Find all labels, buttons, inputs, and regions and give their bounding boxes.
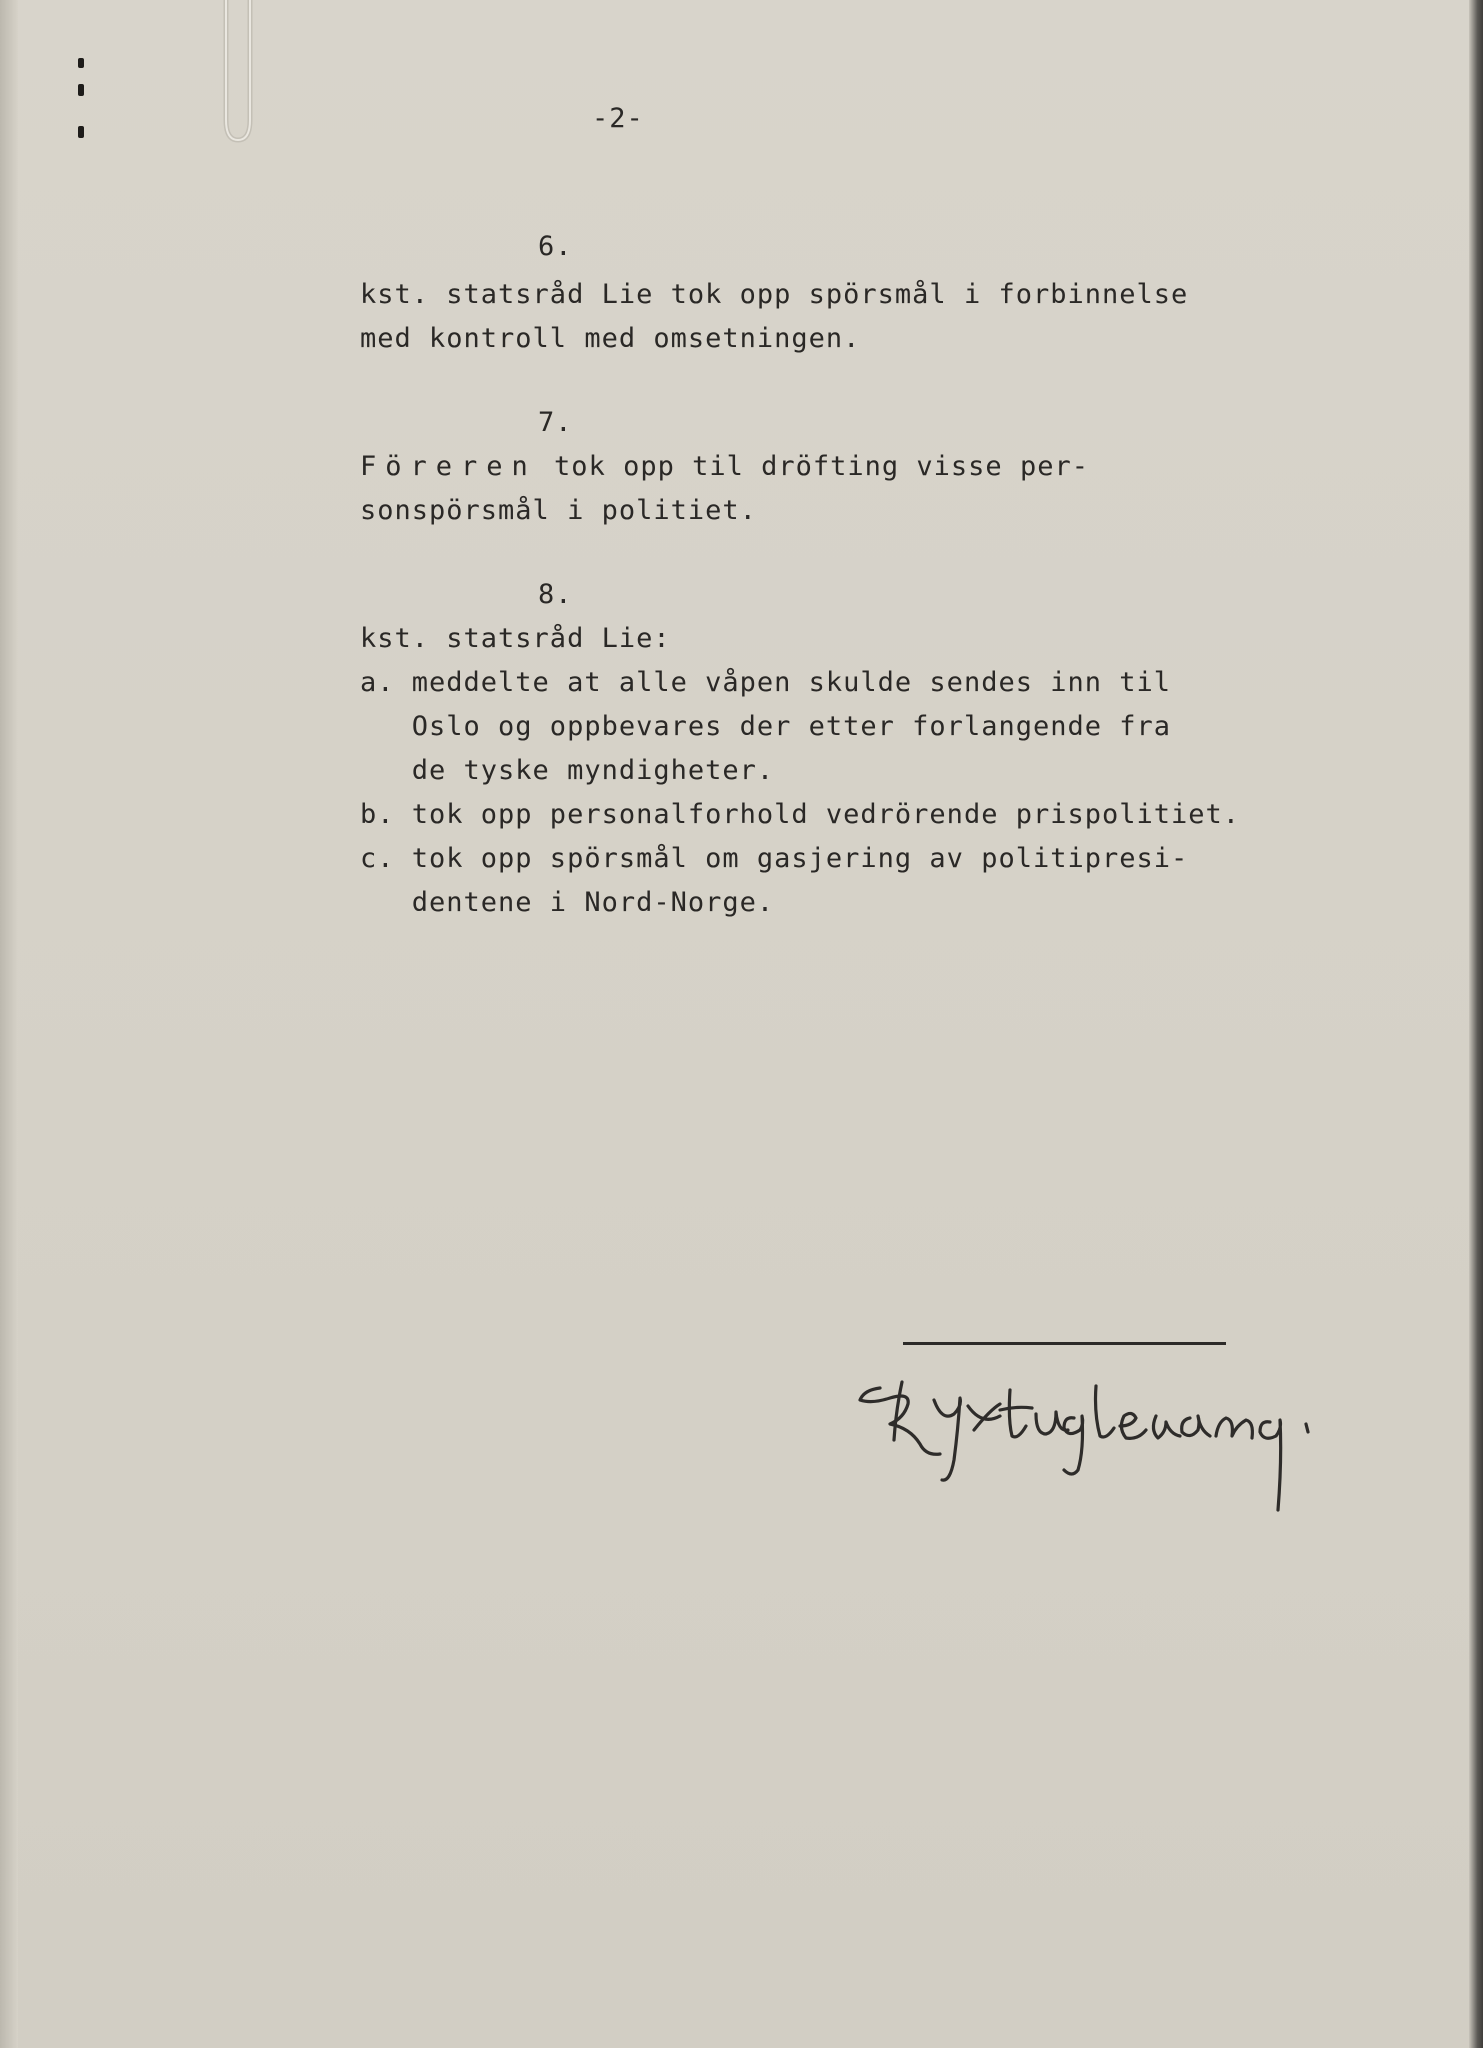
section-8-item-a-line-3: de tyske myndigheter. bbox=[360, 755, 775, 786]
section-8-item-c-line-1: c. tok opp spörsmål om gasjering av politipresi- bbox=[360, 843, 1189, 874]
section-8-number: 8. bbox=[538, 579, 573, 610]
section-7-line-1-rest: tok opp til dröfting visse per- bbox=[536, 451, 1089, 482]
section-7-line-2: sonspörsmål i politiet. bbox=[360, 495, 757, 526]
section-7-number: 7. bbox=[538, 407, 573, 438]
paper-clip-mark bbox=[218, 0, 258, 150]
binder-hole-mark bbox=[78, 126, 84, 138]
section-6-line-1: kst. statsråd Lie tok opp spörsmål i forbinnelse bbox=[360, 279, 1189, 310]
page-left-edge bbox=[0, 0, 18, 2048]
section-8-item-c-line-2: dentene i Nord-Norge. bbox=[360, 887, 775, 918]
signature-line bbox=[903, 1342, 1226, 1345]
handwritten-signature bbox=[850, 1370, 1330, 1520]
section-7-line-1 bbox=[360, 450, 1089, 484]
section-8-item-b: b. tok opp personalforhold vedrörende prispolitiet. bbox=[360, 799, 1241, 830]
section-8-line-1: kst. statsråd Lie: bbox=[360, 623, 671, 654]
section-8-item-a-line-1: a. meddelte at alle våpen skulde sendes inn til bbox=[360, 667, 1172, 698]
section-6-number: 6. bbox=[538, 231, 573, 262]
section-8-item-a-line-2: Oslo og oppbevares der etter forlangende fra bbox=[360, 711, 1172, 742]
section-6-line-2: med kontroll med omsetningen. bbox=[360, 323, 861, 354]
page-number: -2- bbox=[592, 103, 644, 134]
spaced-word-foreren: Föreren bbox=[360, 451, 537, 482]
binder-hole-mark bbox=[78, 84, 84, 96]
page-right-edge bbox=[1469, 0, 1483, 2048]
binder-hole-mark bbox=[78, 58, 84, 68]
